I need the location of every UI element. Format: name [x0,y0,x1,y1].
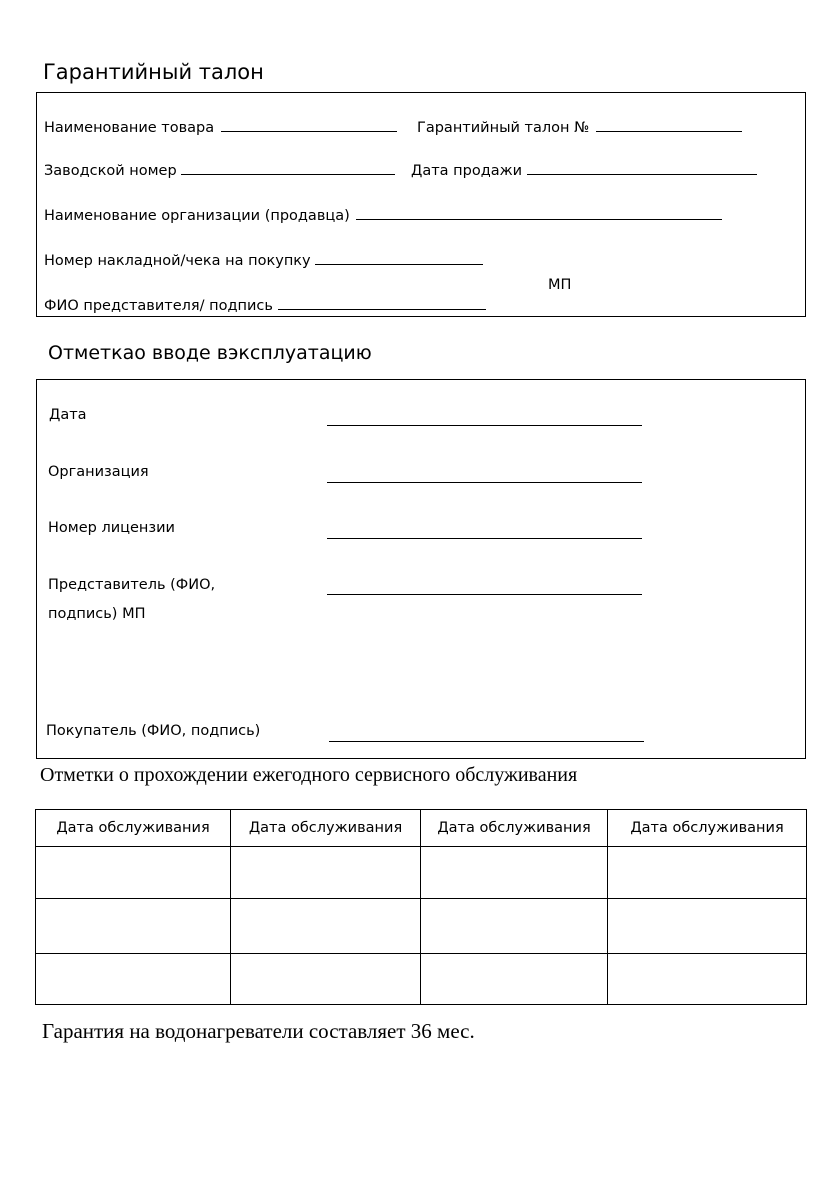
warranty-card-title: Гарантийный талон [43,60,264,84]
commissioning-representative-label-line1: Представитель (ФИО, [48,577,216,593]
service-column-header: Дата обслуживания [36,810,231,847]
commissioning-license-line [327,538,642,539]
service-column-header: Дата обслуживания [421,810,608,847]
service-cell[interactable] [36,847,231,899]
service-cell[interactable] [36,899,231,954]
commissioning-organization-line [327,482,642,483]
seller-org-blank [356,207,722,220]
service-column-header: Дата обслуживания [608,810,807,847]
service-cell[interactable] [421,899,608,954]
invoice-blank [315,252,483,265]
service-table-row [36,899,807,954]
serial-number-blank [181,162,395,175]
commissioning-license-label: Номер лицензии [48,520,175,536]
representative-label: ФИО представителя/ подпись [44,298,273,314]
commissioning-frame [36,379,806,759]
product-name-blank [221,119,397,132]
commissioning-title: Отметкао вводе вэксплуатацию [48,342,372,364]
commissioning-buyer-line [329,741,644,742]
sale-date-field [411,162,757,179]
commissioning-representative-line [327,594,642,595]
invoice-label: Номер накладной/чека на покупку [44,253,311,269]
service-table [35,809,807,1005]
commissioning-representative-label-line2: подпись) МП [48,606,146,622]
serial-number-field [44,162,395,179]
service-cell[interactable] [608,899,807,954]
invoice-field [44,252,483,269]
service-cell[interactable] [421,847,608,899]
service-table-row [36,847,807,899]
service-cell[interactable] [608,954,807,1005]
commissioning-buyer-label: Покупатель (ФИО, подпись) [46,723,261,739]
service-column-header: Дата обслуживания [231,810,421,847]
stamp-label: МП [548,277,572,293]
service-cell[interactable] [608,847,807,899]
service-table-header [36,810,807,847]
commissioning-date-line [327,425,642,426]
service-table-row [36,954,807,1005]
service-cell[interactable] [231,847,421,899]
service-title: Отметки о прохождении ежегодного сервисного обслуживания [40,764,578,786]
seller-org-field [44,207,722,224]
representative-blank [278,297,486,310]
product-name-label: Наименование товара [44,120,215,136]
commissioning-organization-label: Организация [48,464,149,480]
representative-field [44,297,486,314]
product-name-field [44,119,397,136]
sale-date-blank [527,162,757,175]
serial-number-label: Заводской номер [44,163,177,179]
sale-date-label: Дата продажи [411,163,523,179]
guarantee-note: Гарантия на водонагреватели составляет 36 мес. [42,1019,475,1043]
card-number-field [417,119,742,136]
service-cell[interactable] [231,954,421,1005]
card-number-label: Гарантийный талон № [417,120,590,136]
service-cell[interactable] [36,954,231,1005]
service-cell[interactable] [231,899,421,954]
seller-org-label: Наименование организации (продавца) [44,208,350,224]
card-number-blank [596,119,742,132]
service-cell[interactable] [421,954,608,1005]
commissioning-date-label: Дата [49,407,87,423]
